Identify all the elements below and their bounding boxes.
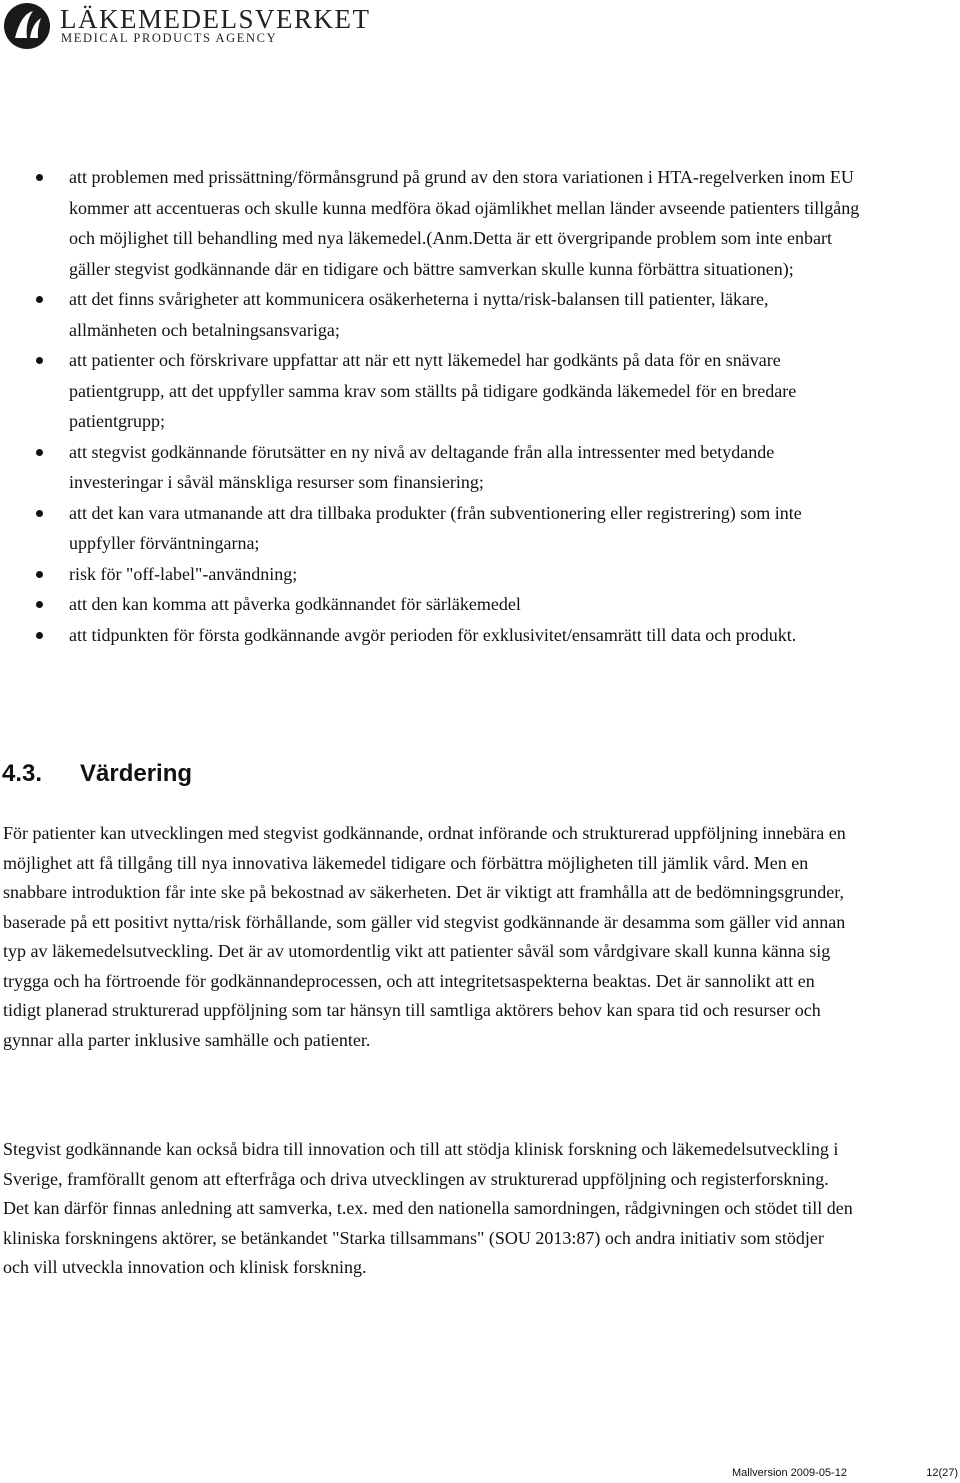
list-item-text: att det kan vara utmanande att dra tillbaka produkter (från subventionering eller registrering) som inte uppfyller förväntningarna;	[69, 502, 802, 553]
list-item-text: att problemen med prissättning/förmånsgrund på grund av den stora variationen i HTA-regelverken inom EU kommer att accentueras och skulle kunna medföra ökad ojämlikhet mellan länder avseende patienters tillgång och möjlighet till behandling med nya läkemedel.(Anm.Detta är ett övergripande problem som inte enbart gäller stegvist godkännande där en tidigare och bättre samverkan skulle kunna förbättra situationen);	[69, 167, 860, 279]
section-heading	[2, 758, 192, 790]
bullet-icon	[36, 174, 43, 181]
template-version: Mallversion 2009-05-12	[732, 1467, 847, 1479]
list-item-text: att tidpunkten för första godkännande avgör perioden för exklusivitet/ensamrätt till data och produkt.	[69, 624, 797, 645]
agency-logo-icon	[3, 2, 51, 50]
paragraph: För patienter kan utvecklingen med stegvist godkännande, ordnat införande och strukturerad uppföljning innebära en möjlighet att få tillgång till nya innovativa läkemedel tidigare och förbättra möjligheten till jämlik vård. Men en snabbare introduktion får inte ske på bekostnad av säkerheten. Det är viktigt att framhålla att de bedömningsgrunder, baserade på ett positivt nytta/risk förhållande, som gäller vid stegvist godkännande är desamma som gäller vid annan typ av läkemedelsutveckling. Det är av utomordentlig vikt att patienter såväl som vårdgivare skall kunna känna sig trygga och ha förtroende för godkännandeprocessen, och att integritetsaspekterna beaktas. Det är sannolikt att en tidigt planerad strukturerad uppföljning som tar hänsyn till samtliga aktörers behov kan spara tid och resurser och gynnar alla parter inklusive samhälle och patienter.	[3, 823, 846, 1050]
list-item	[0, 162, 960, 284]
paragraph: Stegvist godkännande kan också bidra till innovation och till att stödja klinisk forskning och läkemedelsutveckling i Sverige, framförallt genom att efterfråga och driva utvecklingen av strukturerad uppföljning och registerforskning. Det kan därför finnas anledning att samverka, t.ex. med den nationella samordningen, rådgivningen och stödet till den kliniska forskningens aktörer, se betänkandet "Starka tillsammans" (SOU 2013:87) och andra initiativ som stödjer och vill utveckla innovation och klinisk forskning.	[3, 1139, 853, 1277]
bullet-icon	[36, 632, 43, 639]
section-title: Värdering	[80, 760, 193, 787]
list-item	[0, 284, 960, 345]
list-item-text: risk för "off-label"-användning;	[69, 563, 298, 584]
list-item	[0, 589, 960, 620]
bullet-icon	[36, 510, 43, 517]
bullet-icon	[36, 357, 43, 364]
list-item-text: att det finns svårigheter att kommunicera osäkerheterna i nytta/risk-balansen till patienter, läkare, allmänheten och betalningsansvariga;	[69, 289, 769, 340]
list-item-text: att den kan komma att påverka godkännandet för särläkemedel	[69, 594, 521, 614]
agency-name: LÄKEMEDELSVERKET	[60, 4, 371, 34]
list-item	[0, 620, 960, 651]
bullet-icon	[36, 296, 43, 303]
page-header	[0, 0, 400, 52]
agency-subtitle: MEDICAL PRODUCTS AGENCY	[61, 31, 278, 45]
list-item-text: att stegvist godkännande förutsätter en ny nivå av deltagande från alla intressenter med betydande investeringar i såväl mänskliga resurser som finansiering;	[69, 441, 775, 492]
list-item	[0, 345, 960, 437]
bullet-icon	[36, 449, 43, 456]
list-item-text: att patienter och förskrivare uppfattar att när ett nytt läkemedel har godkänts på data för en snävare patientgrupp, att det uppfyller samma krav som ställts på tidigare godkända läkemedel för en bredare patientgrupp;	[69, 350, 797, 431]
list-item	[0, 498, 960, 559]
list-item	[0, 437, 960, 498]
bullet-icon	[36, 601, 43, 608]
section-number: 4.3.	[2, 760, 43, 787]
list-item	[0, 559, 960, 590]
page-number: 12(27)	[926, 1467, 958, 1479]
bullet-icon	[36, 571, 43, 578]
bullet-list	[0, 162, 960, 650]
